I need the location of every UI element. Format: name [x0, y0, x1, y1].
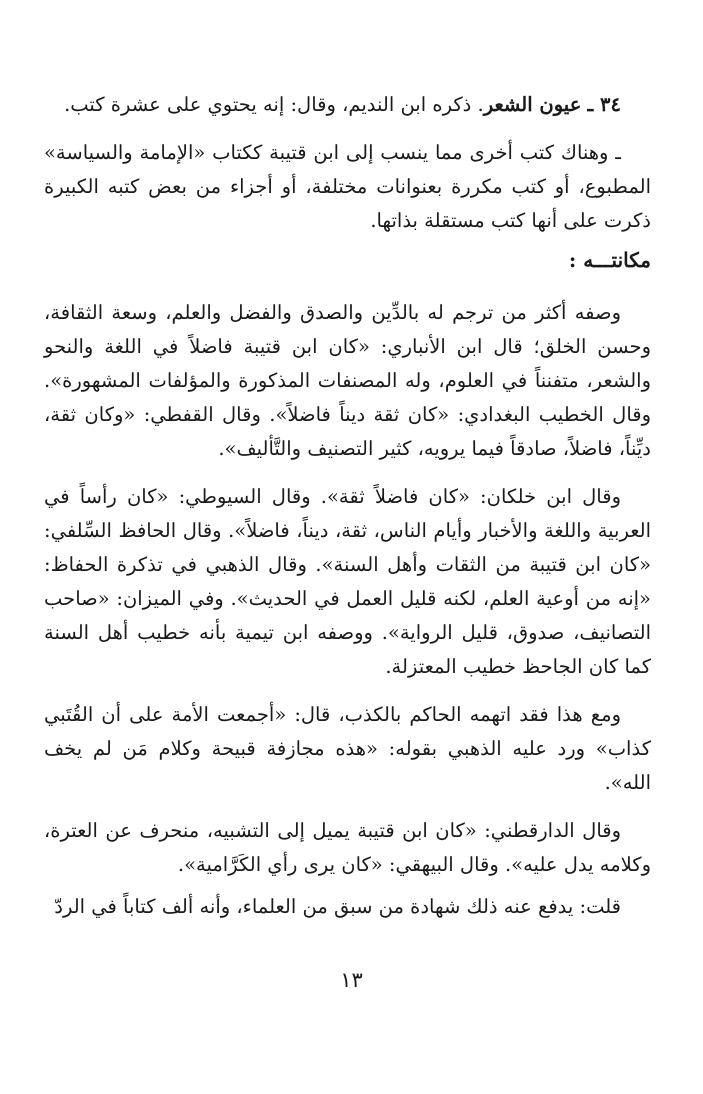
- entry-number: ٣٤ ـ: [587, 93, 621, 116]
- paragraph-description: وصفه أكثر من ترجم له بالدِّين والصدق والفضل والعلم، وسعة الثقافة، وحسن الخلق؛ قال ابن الأنباري: «كان ابن قتيبة فاضلاً في اللغة والنحو والشعر، متفنناً في العلوم، وله المصنفات المذكورة والمؤلفات المشهورة». وقال الخطيب البغدادي: «كان ثقة ديناً فاضلاً». وقال القفطي: «وكان ثقة، ديِّناً، فاضلاً، صادقاً فيما يرويه، كثير التصنيف والتَّأليف».: [44, 301, 651, 460]
- page-number: ١٣: [340, 968, 363, 992]
- paragraph-accusation: ومع هذا فقد اتهمه الحاكم بالكذب، قال: «أجمعت الأمة على أن القُتَبي كذاب» ورد عليه الذهبي بقوله: «هذه مجازفة قبيحة وكلام مَن لم يخف الله».: [44, 703, 651, 794]
- paragraph-praise: وقال ابن خلكان: «كان فاضلاً ثقة». وقال السيوطي: «كان رأساً في العربية واللغة والأخبار وأيام الناس، ثقة، ديناً، فاضلاً». وقال الحافظ السِّلفي: «كان ابن قتيبة من الثقات وأهل السنة». وقال الذهبي في تذكرة الحفاظ: «إنه من أوعية العلم، لكنه قليل العمل في الحديث». وفي الميزان: «صاحب التصانيف، صدوق، قليل الرواية». ووصفه ابن تيمية بأنه خطيب أهل السنة كما كان الجاحظ خطيب المعتزلة.: [44, 485, 651, 678]
- paragraph-rebuttal: قلت: يدفع عنه ذلك شهادة من سبق من العلماء، وأنه ألف كتاباً في الردّ: [54, 895, 621, 918]
- entry-text: . ذكره ابن النديم، وقال: إنه يحتوي على عشرة كتب.: [64, 93, 484, 116]
- other-books-paragraph: ـ وهناك كتب أخرى مما ينسب إلى ابن قتيبة ككتاب «الإمامة والسياسة» المطبوع، أو كتب مكررة بعنوانات مختلفة، أو أجزاء من بعض كتبه الكبيرة ذكرت على أنها كتب مستقلة بذاتها.: [44, 141, 651, 232]
- entry-34: [44, 88, 651, 122]
- section-heading: مكانتـــه :: [568, 248, 651, 272]
- entry-title: عيون الشعر: [483, 93, 582, 116]
- paragraph-daraqutni: وقال الدارقطني: «كان ابن قتيبة يميل إلى التشبيه، منحرف عن العترة، وكلامه يدل عليه». وقال البيهقي: «كان يرى رأي الكَرَّامية».: [44, 819, 651, 876]
